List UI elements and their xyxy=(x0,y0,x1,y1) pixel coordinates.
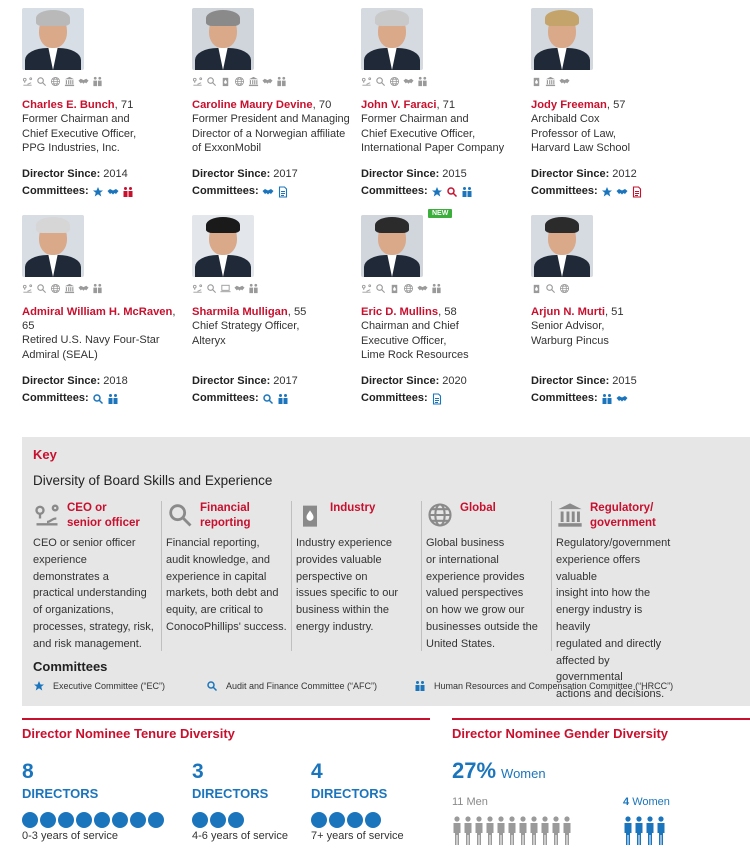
director-card xyxy=(531,215,696,348)
tenure-dot xyxy=(58,812,74,828)
tenure-dot xyxy=(210,812,226,828)
key-subtitle: Diversity of Board Skills and Experience xyxy=(33,473,273,488)
director-since xyxy=(192,167,357,182)
tenure-dot xyxy=(365,812,381,828)
global-icon xyxy=(559,283,570,294)
director-committees xyxy=(22,391,187,406)
key-column-title: Industry xyxy=(330,502,376,514)
person-icon xyxy=(562,816,572,846)
tenure-group xyxy=(22,760,182,842)
director-name xyxy=(22,98,187,112)
star-icon xyxy=(601,186,613,198)
director-name xyxy=(531,305,696,319)
people-icon xyxy=(417,76,428,87)
person-icon xyxy=(474,816,484,846)
director-age: , 55 xyxy=(287,306,307,318)
handshake-icon xyxy=(262,76,273,87)
women-label: Women xyxy=(632,796,670,808)
key-column xyxy=(33,501,161,651)
regulatory-icon xyxy=(64,76,75,87)
director-committees xyxy=(192,391,357,406)
director-name xyxy=(192,305,357,319)
key-column-title: Financial reporting xyxy=(200,502,251,529)
director-photo xyxy=(22,8,84,70)
women-percent-value: 27% xyxy=(452,758,497,783)
director-since-year: 2017 xyxy=(270,168,298,180)
handshake-icon xyxy=(403,76,414,87)
person-icon xyxy=(529,816,539,846)
director-name-text: Eric D. Mullins xyxy=(361,306,439,318)
skill-icons xyxy=(192,283,357,297)
women-pictogram xyxy=(623,816,666,846)
committee-legend-item xyxy=(206,680,377,692)
star-icon xyxy=(92,186,104,198)
financial-icon xyxy=(375,283,386,294)
document-icon xyxy=(631,186,643,198)
key-column xyxy=(421,501,549,651)
financial-icon xyxy=(206,76,217,87)
regulatory-icon xyxy=(556,501,584,529)
director-since xyxy=(361,167,526,182)
director-name xyxy=(361,98,526,112)
search-icon xyxy=(206,680,218,692)
director-bio: Retired U.S. Navy Four-Star Admiral (SEAL) xyxy=(22,334,160,361)
key-column-title: Regulatory/ government xyxy=(590,502,656,529)
men-pictogram xyxy=(452,816,572,846)
financial-icon xyxy=(375,76,386,87)
director-name-text: Jody Freeman xyxy=(531,99,607,111)
committees-label: Committees: xyxy=(361,392,428,404)
committee-legend-item xyxy=(414,680,673,692)
tenure-count: 3 xyxy=(192,760,204,783)
industry-icon xyxy=(531,76,542,87)
person-icon xyxy=(518,816,528,846)
key-column xyxy=(161,501,289,651)
handshake-icon xyxy=(234,283,245,294)
women-count-label xyxy=(623,796,670,808)
tenure-dot xyxy=(130,812,146,828)
person-icon xyxy=(540,816,550,846)
men-label: Men xyxy=(466,796,488,808)
director-photo xyxy=(531,8,593,70)
director-bio: Archibald Cox Professor of Law, Harvard Law School xyxy=(531,113,631,154)
document-icon xyxy=(277,186,289,198)
gender-divider xyxy=(452,718,750,720)
regulatory-icon xyxy=(545,76,556,87)
tenure-dots xyxy=(22,812,182,828)
committees-label: Committees: xyxy=(361,185,428,197)
director-age: , 65 xyxy=(22,306,176,332)
director-photo xyxy=(192,8,254,70)
director-committees xyxy=(22,184,187,199)
director-since xyxy=(361,374,526,389)
director-photo xyxy=(531,215,593,277)
committee-legend-item xyxy=(33,680,165,692)
industry-icon xyxy=(296,501,324,529)
tenure-dot xyxy=(311,812,327,828)
women-count: 4 xyxy=(623,796,630,808)
tenure-divider xyxy=(22,718,430,720)
global-icon xyxy=(403,283,414,294)
people-icon xyxy=(92,283,103,294)
people-icon xyxy=(248,283,259,294)
director-age: , 71 xyxy=(436,99,456,111)
skill-icons xyxy=(361,283,526,297)
handshake-icon xyxy=(559,76,570,87)
director-name-text: Admiral William H. McRaven xyxy=(22,306,173,318)
director-name xyxy=(192,98,357,112)
tenure-label: DIRECTORS xyxy=(22,786,99,801)
key-panel xyxy=(22,437,750,706)
director-card xyxy=(22,215,187,362)
director-bio: Senior Advisor, Warburg Pincus xyxy=(531,320,609,347)
industry-icon xyxy=(389,283,400,294)
director-since-label: Director Since: xyxy=(531,168,610,180)
director-since xyxy=(531,374,696,389)
handshake-icon xyxy=(616,393,628,405)
handshake-icon xyxy=(78,283,89,294)
regulatory-icon xyxy=(248,76,259,87)
ceo-icon xyxy=(22,283,33,294)
director-since-year: 2018 xyxy=(100,375,128,387)
ceo-icon xyxy=(361,76,372,87)
key-column xyxy=(291,501,419,651)
director-since xyxy=(22,167,187,182)
search-icon xyxy=(262,393,274,405)
tenure-dot xyxy=(347,812,363,828)
director-card xyxy=(361,8,526,156)
director-card xyxy=(192,8,357,156)
handshake-icon xyxy=(262,186,274,198)
person-icon xyxy=(634,816,644,846)
financial-icon xyxy=(36,76,47,87)
director-bio: Former President and Managing Director of a Norwegian affiliate of ExxonMobil xyxy=(192,113,350,154)
person-icon xyxy=(496,816,506,846)
director-card xyxy=(22,8,187,156)
director-bio: Former Chairman and Chief Executive Officer, PPG Industries, Inc. xyxy=(22,113,137,154)
director-since-label: Director Since: xyxy=(192,375,271,387)
ceo-icon xyxy=(22,76,33,87)
key-column-text: Global business or international experience provides valued perspectives on how we grow our businesses outside the United States. xyxy=(426,537,538,650)
committees-label: Committees: xyxy=(531,185,598,197)
director-photo xyxy=(361,8,423,70)
director-age: , 57 xyxy=(606,99,626,111)
director-since-label: Director Since: xyxy=(22,375,101,387)
tenure-dot xyxy=(228,812,244,828)
key-title: Key xyxy=(33,447,57,462)
people-icon xyxy=(92,76,103,87)
tenure-dot xyxy=(76,812,92,828)
committee-legend-label: Human Resources and Compensation Committee (“HRCC”) xyxy=(434,681,674,691)
tenure-label: DIRECTORS xyxy=(311,786,388,801)
committee-legend-label: Audit and Finance Committee (“AFC”) xyxy=(226,681,378,691)
regulatory-icon xyxy=(64,283,75,294)
committees-label: Committees: xyxy=(531,392,598,404)
tenure-title: Director Nominee Tenure Diversity xyxy=(22,726,235,741)
financial-icon xyxy=(36,283,47,294)
tenure-dot xyxy=(40,812,56,828)
handshake-icon xyxy=(107,186,119,198)
director-since-label: Director Since: xyxy=(531,375,610,387)
committee-legend-label: Executive Committee (“EC”) xyxy=(53,681,166,691)
skill-icons xyxy=(192,76,357,90)
tenure-caption: 0-3 years of service xyxy=(22,830,118,842)
director-card xyxy=(192,215,357,348)
director-photo xyxy=(22,215,84,277)
tenure-dots xyxy=(311,812,471,828)
director-photo xyxy=(192,215,254,277)
skill-icons xyxy=(22,283,187,297)
director-card xyxy=(361,210,526,363)
tenure-count: 4 xyxy=(311,760,323,783)
director-committees xyxy=(531,184,696,199)
global-icon xyxy=(50,283,61,294)
director-card xyxy=(531,8,696,156)
global-icon xyxy=(50,76,61,87)
global-icon xyxy=(426,501,454,529)
director-since-label: Director Since: xyxy=(22,168,101,180)
person-icon xyxy=(623,816,633,846)
person-icon xyxy=(656,816,666,846)
director-since xyxy=(531,167,696,182)
director-name-text: Caroline Maury Devine xyxy=(192,99,313,111)
women-percent xyxy=(452,758,546,784)
financial-icon xyxy=(545,283,556,294)
global-icon xyxy=(389,76,400,87)
director-photo xyxy=(361,215,423,277)
people-icon xyxy=(431,283,442,294)
tenure-dot xyxy=(148,812,164,828)
skill-icons xyxy=(531,76,696,90)
people-icon xyxy=(461,186,473,198)
person-icon xyxy=(485,816,495,846)
search-icon xyxy=(446,186,458,198)
men-count: 11 xyxy=(452,796,464,808)
skill-icons xyxy=(22,76,187,90)
director-bio: Former Chairman and Chief Executive Officer, International Paper Company xyxy=(361,113,505,154)
financial-icon xyxy=(166,501,194,529)
director-name xyxy=(531,98,696,112)
person-icon xyxy=(645,816,655,846)
ceo-icon xyxy=(192,283,203,294)
director-name xyxy=(361,305,526,319)
tenure-dot xyxy=(22,812,38,828)
key-column-text: Regulatory/government experience offers valuable insight into how the energy industry is heavily regulated and directly affected by governmental actions and decisions. xyxy=(556,537,671,701)
skill-icons xyxy=(531,283,696,297)
tenure-label: DIRECTORS xyxy=(192,786,269,801)
director-name-text: John V. Faraci xyxy=(361,99,437,111)
director-committees xyxy=(361,391,526,406)
new-badge: NEW xyxy=(428,209,452,218)
tenure-caption: 7+ years of service xyxy=(311,830,404,842)
key-column-text: Financial reporting, audit knowledge, and experience in capital markets, both debt and equity, are critical to ConocoPhillips' success. xyxy=(166,537,287,633)
person-icon xyxy=(507,816,517,846)
director-since-label: Director Since: xyxy=(192,168,271,180)
committees-label: Committees: xyxy=(22,185,89,197)
tenure-count: 8 xyxy=(22,760,34,783)
people-icon xyxy=(276,76,287,87)
people-icon xyxy=(601,393,613,405)
director-since-year: 2015 xyxy=(609,375,637,387)
document-icon xyxy=(431,393,443,405)
key-column-text: Industry experience provides valuable perspective on issues specific to our business within the energy industry. xyxy=(296,537,399,633)
handshake-icon xyxy=(616,186,628,198)
director-name-text: Arjun N. Murti xyxy=(531,306,605,318)
key-column-text: CEO or senior officer experience demonstrates a practical understanding of organizations, processes, strategy, risk, and risk management. xyxy=(33,537,154,650)
tenure-caption: 4-6 years of service xyxy=(192,830,288,842)
people-icon xyxy=(414,680,426,692)
tenure-dot xyxy=(329,812,345,828)
director-age: , 70 xyxy=(312,99,332,111)
committees-legend-title: Committees xyxy=(33,659,108,674)
key-column-title: CEO or senior officer xyxy=(67,502,140,529)
director-since-year: 2017 xyxy=(270,375,298,387)
director-since xyxy=(192,374,357,389)
committees-label: Committees: xyxy=(22,392,89,404)
director-since-year: 2015 xyxy=(439,168,467,180)
director-name-text: Charles E. Bunch xyxy=(22,99,115,111)
director-age: , 71 xyxy=(114,99,134,111)
person-icon xyxy=(463,816,473,846)
person-icon xyxy=(551,816,561,846)
tenure-dot xyxy=(94,812,110,828)
director-committees xyxy=(531,391,696,406)
director-since-year: 2014 xyxy=(100,168,128,180)
handshake-icon xyxy=(78,76,89,87)
key-column-title: Global xyxy=(460,502,496,514)
tenure-group xyxy=(311,760,471,842)
director-since-label: Director Since: xyxy=(361,168,440,180)
ceo-icon xyxy=(361,283,372,294)
financial-icon xyxy=(206,283,217,294)
tenure-dot xyxy=(112,812,128,828)
director-committees xyxy=(192,184,357,199)
ceo-icon xyxy=(192,76,203,87)
star-icon xyxy=(33,680,45,692)
director-bio: Chairman and Chief Executive Officer, Lime Rock Resources xyxy=(361,320,469,361)
director-name xyxy=(22,305,187,333)
director-since-year: 2020 xyxy=(439,375,467,387)
people-icon xyxy=(107,393,119,405)
industry-icon xyxy=(531,283,542,294)
skill-icons xyxy=(361,76,526,90)
gender-title: Director Nominee Gender Diversity xyxy=(452,726,669,741)
person-icon xyxy=(452,816,462,846)
director-name-text: Sharmila Mulligan xyxy=(192,306,288,318)
ceo-icon xyxy=(33,501,61,529)
committees-label: Committees: xyxy=(192,185,259,197)
search-icon xyxy=(92,393,104,405)
people-icon xyxy=(122,186,134,198)
women-percent-label: Women xyxy=(501,766,546,781)
global-icon xyxy=(234,76,245,87)
handshake-icon xyxy=(417,283,428,294)
laptop-icon xyxy=(220,283,231,294)
director-age: , 58 xyxy=(438,306,457,318)
director-age: , 51 xyxy=(604,306,624,318)
industry-icon xyxy=(220,76,231,87)
director-since-label: Director Since: xyxy=(361,375,440,387)
men-count-label xyxy=(452,796,488,808)
director-bio: Chief Strategy Officer, Alteryx xyxy=(192,320,300,347)
director-since-year: 2012 xyxy=(609,168,637,180)
director-since xyxy=(22,374,187,389)
director-committees xyxy=(361,184,526,199)
committees-label: Committees: xyxy=(192,392,259,404)
tenure-dot xyxy=(192,812,208,828)
people-icon xyxy=(277,393,289,405)
star-icon xyxy=(431,186,443,198)
